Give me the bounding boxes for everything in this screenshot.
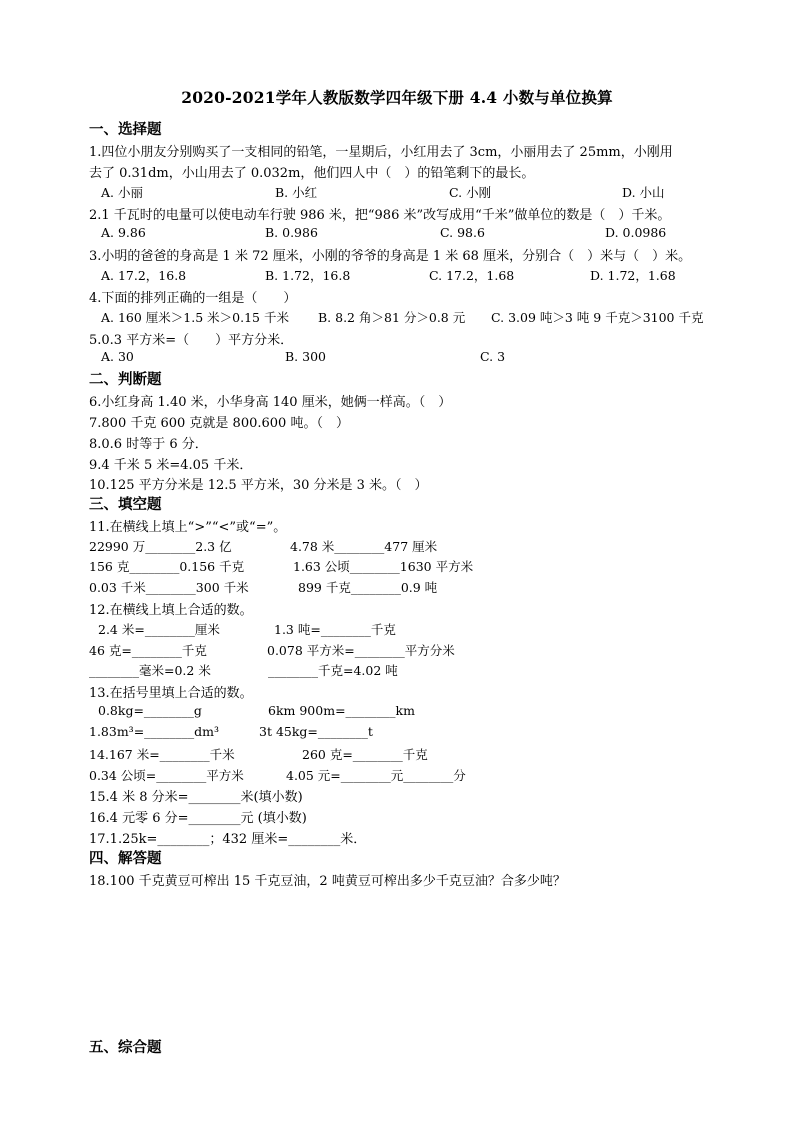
q2-option-c: C. 98.6 xyxy=(440,225,485,240)
question-3-line-1: 3.小明的爸爸的身高是 1 米 72 厘米，小刚的爷爷的身高是 1 米 68 厘米，分别合（ ）米与（ ）米。 xyxy=(89,249,692,264)
q14-item: 14.167 米=________千米 xyxy=(89,747,235,762)
judge-question-8: 8.0.6 时等于 6 分． xyxy=(89,437,208,452)
q12-item: ________千克=4.02 吨 xyxy=(268,663,398,678)
question-5-line-1: 5.0.3 平方米=（ ）平方分米． xyxy=(89,333,294,348)
q12-item: 46 克=________千克 xyxy=(89,643,207,658)
q11-item: 1.63 公顷________1630 平方米 xyxy=(293,559,474,574)
q3-option-c: C. 17.2，1.68 xyxy=(429,268,515,283)
q11-item: 22990 万________2.3 亿 xyxy=(89,539,232,554)
q14-item: 4.05 元=________元________分 xyxy=(286,768,466,783)
q4-option-b: B. 8.2 角＞81 分＞0.8 元 xyxy=(318,310,466,325)
q3-option-b: B. 1.72，16.8 xyxy=(265,268,351,283)
question-12-prompt: 12.在横线上填上合适的数。 xyxy=(89,603,253,618)
q13-item: 3t 45kg=________t xyxy=(259,724,373,739)
question-4-line-1: 4.下面的排列正确的一组是（ ） xyxy=(89,291,297,306)
q11-item: 4.78 米________477 厘米 xyxy=(290,539,438,554)
q12-item: 0.078 平方米=________平方分米 xyxy=(267,643,455,658)
q4-option-c: C. 3.09 吨＞3 吨 9 千克＞3100 千克 xyxy=(491,310,704,325)
q11-item: 156 克________0.156 千克 xyxy=(89,559,245,574)
judge-question-6: 6.小红身高 1.40 米，小华身高 140 厘米，她俩一样高。（ ） xyxy=(89,395,452,410)
question-2-line-1: 2.1 千瓦时的电量可以使电动车行驶 986 米，把“986 米”改写成用“千米”做单位的数是（ ）千米。 xyxy=(89,208,671,223)
q5-option-c: C. 3 xyxy=(480,349,506,364)
section-heading-choice: 一、选择题 xyxy=(89,121,162,138)
q1-option-b: B. 小红 xyxy=(275,185,318,200)
question-17: 17.1.25k=________；432 厘米=________米． xyxy=(89,832,367,847)
judge-question-10: 10.125 平方分米是 12.5 平方米，30 分米是 3 米。（ ） xyxy=(89,478,428,493)
q12-item: ________毫米=0.2 米 xyxy=(89,663,211,678)
question-16: 16.4 元零 6 分=________元 (填小数) xyxy=(89,811,307,826)
section-heading-solve: 四、解答题 xyxy=(89,850,162,867)
section-heading-judge: 二、判断题 xyxy=(89,371,162,388)
q3-option-a: A. 17.2，16.8 xyxy=(101,268,187,283)
q2-option-a: A. 9.86 xyxy=(101,225,146,240)
q4-option-a: A. 160 厘米＞1.5 米＞0.15 千米 xyxy=(101,310,289,325)
section-heading-comprehensive: 五、综合题 xyxy=(89,1039,162,1056)
question-18: 18.100 千克黄豆可榨出 15 千克豆油，2 吨黄豆可榨出多少千克豆油？合多少吨？ xyxy=(89,874,566,889)
q14-item: 0.34 公顷=________平方米 xyxy=(89,768,244,783)
q5-option-a: A. 30 xyxy=(101,349,134,364)
q1-option-d: D. 小山 xyxy=(622,185,665,200)
q13-item: 0.8kg=________g xyxy=(98,703,202,718)
judge-question-9: 9.4 千米 5 米=4.05 千米． xyxy=(89,458,253,473)
q12-item: 1.3 吨=________千克 xyxy=(274,622,396,637)
question-11-prompt: 11.在横线上填上“>”“<”或“=”。 xyxy=(89,520,287,535)
q2-option-b: B. 0.986 xyxy=(265,225,318,240)
q11-item: 899 千克________0.9 吨 xyxy=(298,580,438,595)
q13-item: 1.83m³=________dm³ xyxy=(89,724,220,739)
question-13-prompt: 13.在括号里填上合适的数。 xyxy=(89,686,253,701)
q13-item: 6km 900m=________km xyxy=(268,703,415,718)
section-heading-fill: 三、填空题 xyxy=(89,496,162,513)
question-15: 15.4 米 8 分米=________米(填小数) xyxy=(89,790,303,805)
q14-item: 260 克=________千克 xyxy=(302,747,428,762)
question-1-line-1: 1.四位小朋友分别购买了一支相同的铅笔，一星期后，小红用去了 3cm，小丽用去了 25mm，小刚用 xyxy=(89,145,673,160)
q12-item: 2.4 米=________厘米 xyxy=(98,622,220,637)
q11-item: 0.03 千米________300 千米 xyxy=(89,580,249,595)
judge-question-7: 7.800 千克 600 克就是 800.600 吨。（ ） xyxy=(89,416,349,431)
q5-option-b: B. 300 xyxy=(285,349,326,364)
q1-option-a: A. 小丽 xyxy=(101,185,143,200)
q1-option-c: C. 小刚 xyxy=(449,185,492,200)
q3-option-d: D. 1.72，1.68 xyxy=(590,268,676,283)
question-1-line-2: 去了 0.31dm，小山用去了 0.032m，他们四人中（ ）的铅笔剩下的最长。 xyxy=(89,166,535,181)
page-title: 2020-2021学年人教版数学四年级下册 4.4 小数与单位换算 xyxy=(181,88,613,107)
q2-option-d: D. 0.0986 xyxy=(605,225,667,240)
